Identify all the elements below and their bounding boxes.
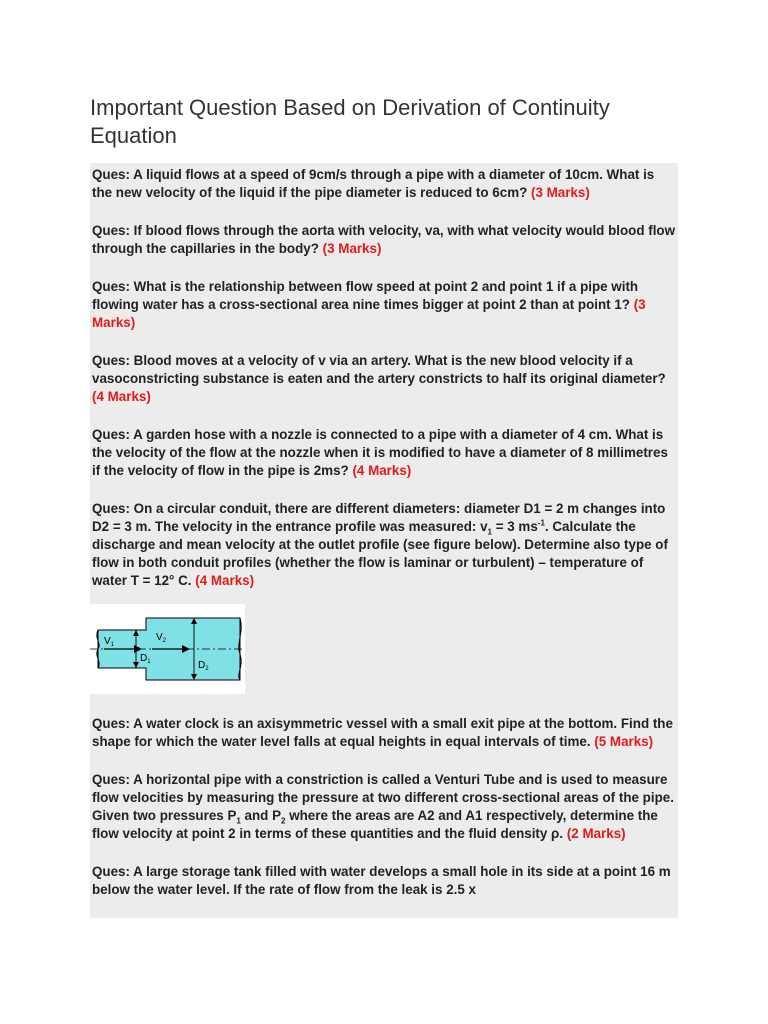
question-text: = 3 ms <box>492 519 538 534</box>
question-text: Ques: What is the relationship between flow speed at point 2 and point 1 if a pipe with flowing water has a cross-sectional area nine times bigger at point 2 than at point 1? <box>92 279 639 312</box>
superscript: -1 <box>537 518 545 528</box>
question-4 <box>90 349 678 406</box>
subscript: 2 <box>281 816 286 826</box>
marks-badge: (4 Marks) <box>92 389 151 404</box>
marks-badge: (4 Marks) <box>195 573 255 588</box>
marks-badge: (5 Marks) <box>594 734 654 749</box>
question-text: Ques: Blood moves at a velocity of v via an artery. What is the new blood velocity if a vasoconstricting substance is eaten and the artery constricts to half its original diameter? <box>92 353 666 386</box>
question-list <box>90 163 678 918</box>
question-text: Ques: A liquid flows at a speed of 9cm/s through a pipe with a diameter of 10cm. What is the new velocity of the liquid if the pipe diameter is reduced to 6cm? <box>92 167 655 200</box>
marks-badge: (3 Marks) <box>92 297 646 330</box>
question-5 <box>90 423 678 480</box>
question-text: Ques: A garden hose with a nozzle is connected to a pipe with a diameter of 4 cm. What is the velocity of the flow at the nozzle when it is modified to have a diameter of 8 millimetres if the velocity of flow in the pipe is 2ms? <box>92 427 668 478</box>
question-7 <box>90 712 678 751</box>
question-text: Ques: A horizontal pipe with a constriction is called a Venturi Tube and is used to measure flow velocities by measuring the pressure at two different cross-sectional areas of the pipe. Given two pressures P <box>92 772 674 823</box>
marks-badge: (4 Marks) <box>352 463 412 478</box>
label-v2: $V_2$ <box>156 632 167 644</box>
question-9 <box>90 860 678 899</box>
label-v1: $V_1$ <box>104 636 115 648</box>
marks-badge: (2 Marks) <box>566 826 626 841</box>
question-text: Ques: If blood flows through the aorta with velocity, va, with what velocity would blood flow through the capillaries in the body? <box>92 223 676 256</box>
question-1 <box>90 163 678 202</box>
conduit-figure <box>90 604 245 694</box>
question-text: Ques: A large storage tank filled with water develops a small hole in its side at a point 16 m below the water level. If the rate of flow from the leak is 2.5 x <box>92 864 671 897</box>
conduit-diagram <box>90 604 245 694</box>
question-3 <box>90 275 678 332</box>
label-d2: $D_2$ <box>198 660 209 672</box>
subscript: 1 <box>236 816 241 826</box>
question-2 <box>90 219 678 258</box>
question-text: . Calculate the discharge and mean velocity at the outlet profile (see figure below). Determine also type of flow in both conduit profiles (whether the flow is laminar or turbulent) – temperature of water T = 12° C. <box>92 519 668 588</box>
question-text: Ques: A water clock is an axisymmetric vessel with a small exit pipe at the bottom. Find the shape for which the water level falls at equal heights in equal intervals of time. <box>92 716 673 749</box>
label-d1: $D_1$ <box>140 653 151 665</box>
question-text: and P <box>240 808 282 823</box>
question-8 <box>90 768 678 843</box>
marks-badge: (3 Marks) <box>531 185 590 200</box>
marks-badge: (3 Marks) <box>322 241 382 256</box>
question-text: Ques: On a circular conduit, there are different diameters: diameter D1 = 2 m changes into D2 = 3 m. The velocity in the entrance profile was measured: v <box>92 501 666 534</box>
subscript: 1 <box>487 527 492 537</box>
question-text: where the areas are A2 and A1 respectively, determine the flow velocity at point 2 in terms of these quantities and the fluid density ρ. <box>92 808 658 841</box>
page-title: Important Question Based on Derivation of Continuity Equation <box>90 95 610 148</box>
question-6 <box>90 497 678 590</box>
